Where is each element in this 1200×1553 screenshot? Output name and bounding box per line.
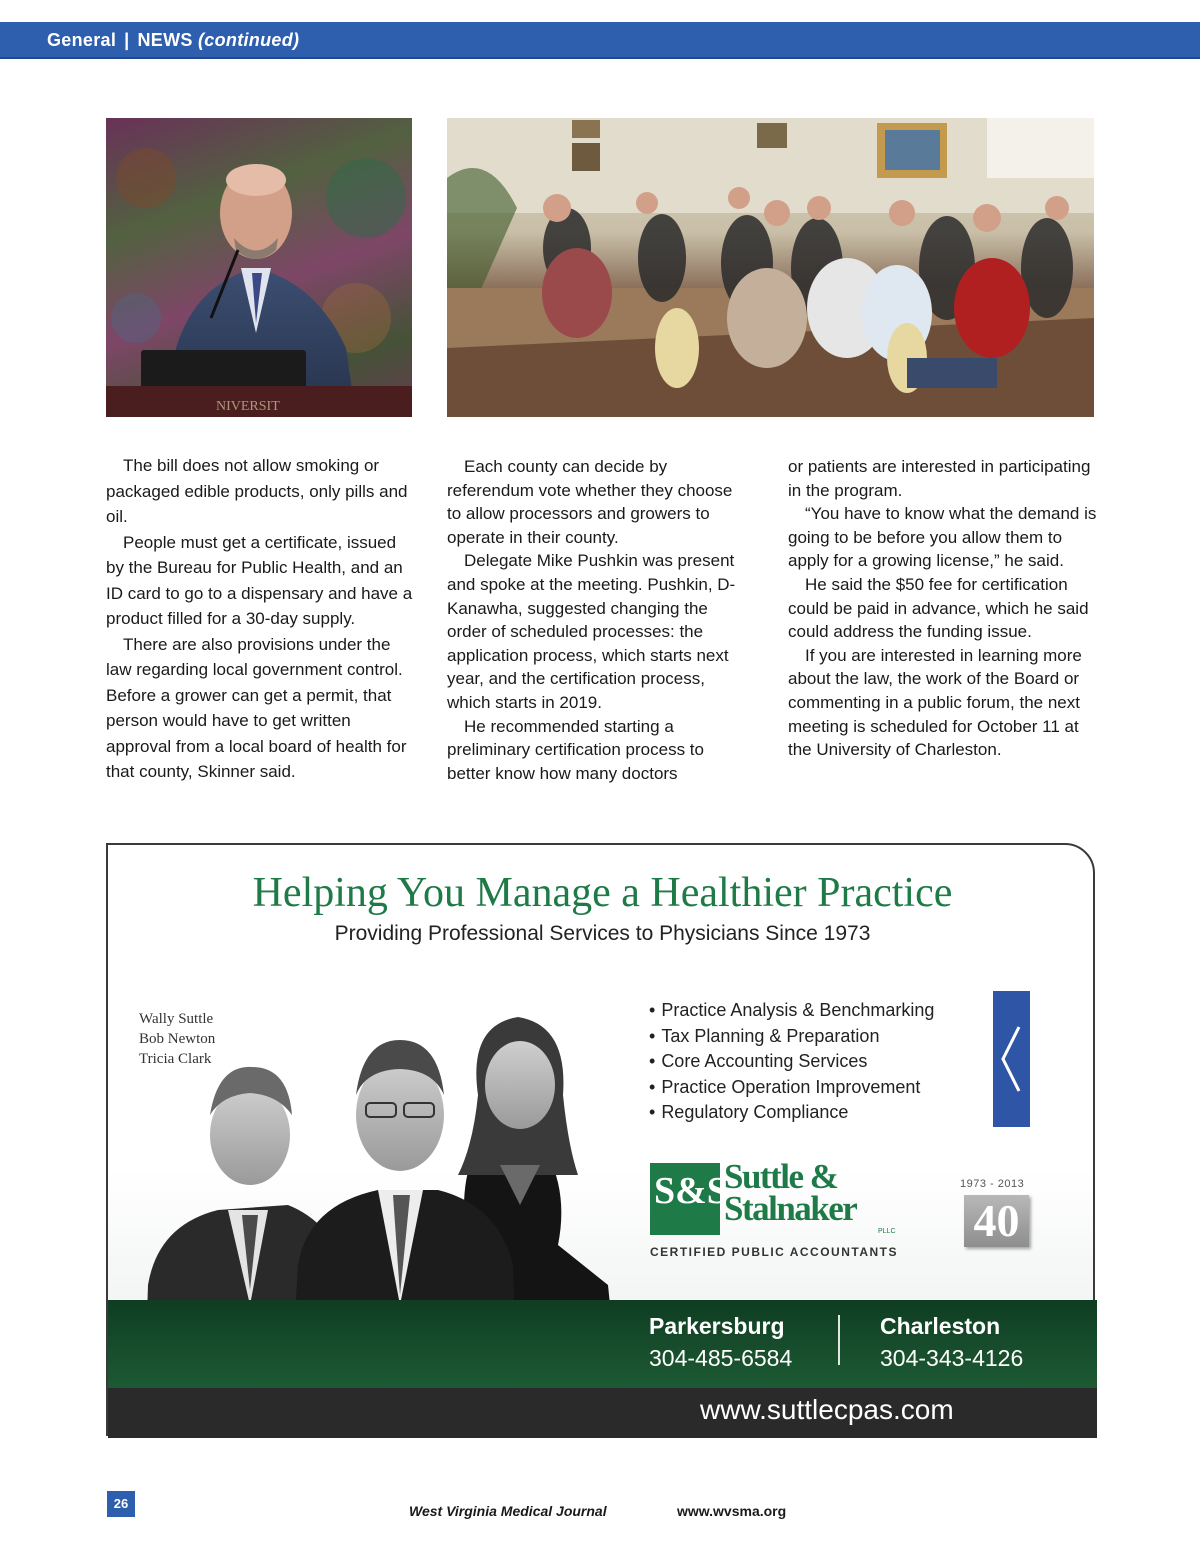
location-divider <box>838 1315 840 1365</box>
speaker-photo-graphic <box>106 118 412 417</box>
location-city: Parkersburg <box>649 1313 785 1339</box>
article-paragraph: If you are interested in learning more about the law, the work of the Board or commenting in a public forum, the next meeting is scheduled for October 11 at the University of Charleston. <box>788 645 1082 760</box>
logo-firm-name-line1: Suttle & <box>724 1157 838 1196</box>
article-column-1 <box>106 453 418 785</box>
article-paragraph: The bill does not allow smoking or packaged edible products, only pills and oil. <box>106 456 408 526</box>
footer-website-link[interactable]: www.wvsma.org <box>677 1503 787 1519</box>
ad-person-name: Tricia Clark <box>139 1051 212 1067</box>
section-separator: | <box>124 30 130 50</box>
ad-service-item: • Regulatory Compliance <box>649 1100 934 1126</box>
location-phone: 304-485-6584 <box>649 1345 793 1371</box>
ad-service-item: • Practice Analysis & Benchmarking <box>649 998 934 1024</box>
svg-text:NIVERSIT: NIVERSIT <box>216 399 280 414</box>
article-paragraph: There are also provisions under the law regarding local government control. Before a grower can get a permit, that person would have to get written approval from a local board of health for that county, Skinner said. <box>106 634 407 781</box>
ad-people-names <box>139 1009 215 1069</box>
logo-pllc: PLLC <box>878 1228 896 1235</box>
ad-service-item: • Core Accounting Services <box>649 1049 934 1075</box>
logo-tagline: CERTIFIED PUBLIC ACCOUNTANTS <box>650 1245 898 1259</box>
location-phone: 304-343-4126 <box>880 1345 1024 1371</box>
page-number: 26 <box>107 1491 135 1517</box>
article-paragraph: Delegate Mike Pushkin was present and spoke at the meeting. Pushkin, D-Kanawha, suggested changing the order of scheduled processes: the application process, which starts next year, and the certification process, which starts in 2019. <box>447 551 736 712</box>
ad-service-item: • Practice Operation Improvement <box>649 1075 934 1101</box>
ad-person-name: Bob Newton <box>139 1031 216 1047</box>
article-paragraph: “You have to know what the demand is going to be before you allow them to apply for a growing license,” he said. <box>788 504 1097 571</box>
location-charleston <box>880 1313 1023 1372</box>
ss-monogram-icon <box>650 1163 728 1235</box>
footer-journal-name: West Virginia Medical Journal <box>409 1503 607 1519</box>
section-label: General <box>47 30 117 50</box>
logo-firm-name <box>724 1157 857 1228</box>
article-paragraph-continued: or patients are interested in participating in the program. <box>788 457 1091 500</box>
article-paragraph: He recommended starting a preliminary certification process to better know how many doctors <box>447 716 704 783</box>
logo-firm-name-line2: Stalnaker <box>724 1189 857 1228</box>
chevron-left-icon-graphic <box>993 991 1030 1127</box>
article-column-2 <box>447 455 737 785</box>
ad-subheadline: Providing Professional Services to Physicians Since 1973 <box>334 922 871 945</box>
article-paragraph: Each county can decide by referendum vote whether they choose to allow processors and growers to operate in their county. <box>447 457 733 547</box>
anniversary-years: 1973 - 2013 <box>960 1178 1025 1190</box>
ad-services-list <box>649 998 934 1126</box>
speaker-photo <box>106 118 412 417</box>
ad-person-name: Wally Suttle <box>139 1011 214 1027</box>
location-city: Charleston <box>880 1313 1001 1339</box>
ss-monogram-graphic <box>650 1163 728 1235</box>
meeting-photo-graphic <box>447 118 1094 417</box>
logo-mark-text: S&S <box>654 1170 728 1212</box>
article-paragraph: People must get a certificate, issued by the Bureau for Public Health, and an ID card to go to a dispensary and have a product filled for a 30-day supply. <box>106 532 413 628</box>
advertisement-suttle-stalnaker <box>106 843 1095 1436</box>
ad-website-link[interactable]: www.suttlecpas.com <box>700 1394 954 1425</box>
chevron-left-icon <box>993 991 1030 1127</box>
section-header-title <box>47 30 299 51</box>
news-label: NEWS <box>137 30 193 50</box>
meeting-photo <box>447 118 1094 417</box>
anniversary-badge: 40 <box>964 1195 1029 1247</box>
ad-headline: Helping You Manage a Healthier Practice <box>252 870 953 916</box>
article-column-3 <box>788 455 1103 762</box>
continued-label: (continued) <box>198 30 300 50</box>
location-parkersburg <box>649 1313 792 1372</box>
section-header-band <box>0 22 1200 59</box>
ad-service-item: • Tax Planning & Preparation <box>649 1024 934 1050</box>
suttle-stalnaker-logo <box>650 1157 900 1263</box>
article-paragraph: He said the $50 fee for certification could be paid in advance, which he said could address the funding issue. <box>788 574 1089 642</box>
